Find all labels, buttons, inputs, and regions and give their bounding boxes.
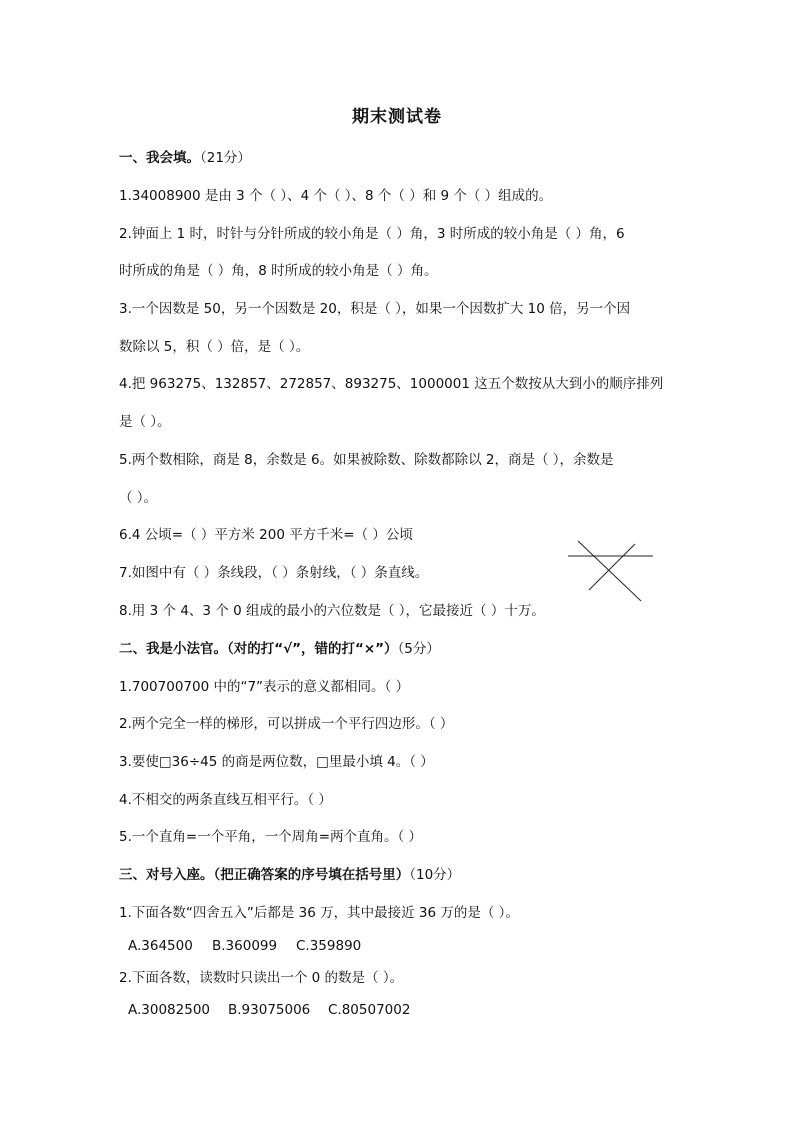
question-1-8: 8.用 3 个 4、3 个 0 组成的最小的六位数是（ ），它最接近（ ）十万。: [119, 603, 545, 619]
figure-descending-line: [578, 541, 641, 601]
question-3-2-option-c: C.80507002: [328, 1002, 411, 1018]
question-3-2-option-b: B.93075006: [228, 1002, 311, 1018]
section-3-heading: [119, 865, 460, 885]
section-1-heading: [119, 148, 251, 168]
question-2-5: 5.一个直角=一个平角，一个周角=两个直角。（ ）: [119, 829, 423, 845]
question-2-4: 4.不相交的两条直线互相平行。（ ）: [119, 792, 332, 808]
question-2-3: 3.要使□36÷45 的商是两位数，□里最小填 4。（ ）: [119, 754, 434, 770]
section-2-score: （5分）: [397, 641, 440, 657]
question-1-5-cont: （ ）。: [119, 490, 158, 506]
section-2-title: 二、我是小法官。（对的打“√”，错的打“×”）: [119, 641, 398, 657]
question-2-1: 1.700700700 中的“7”表示的意义都相同。（ ）: [119, 679, 410, 695]
question-2-2: 2.两个完全一样的梯形，可以拼成一个平行四边形。（ ）: [119, 716, 454, 732]
figure-ascending-line: [589, 544, 635, 590]
question-1-5: 5.两个数相除，商是 8，余数是 6。如果被除数、除数都除以 2，商是（ ），余数是: [119, 452, 614, 468]
question-3-1-option-c: C.359890: [296, 938, 362, 954]
question-1-3: 3.一个因数是 50，另一个因数是 20，积是（ ），如果一个因数扩大 10 倍，另一个因: [119, 301, 631, 317]
question-3-1: 1.下面各数“四舍五入”后都是 36 万，其中最接近 36 万的是（ ）。: [119, 905, 519, 921]
question-1-7: 7.如图中有（ ）条线段，（ ）条射线，（ ）条直线。: [119, 565, 429, 581]
section-2-heading: [119, 639, 440, 659]
question-1-4-cont: 是（ ）。: [119, 414, 171, 430]
section-1-title: 一、我会填。: [119, 150, 200, 166]
question-1-4: 4.把 963275、132857、272857、893275、1000001 这五个数按从大到小的顺序排列: [119, 376, 664, 392]
lines-figure: [565, 538, 657, 604]
section-3-score: （10分）: [409, 867, 461, 883]
section-1-score: （21分）: [200, 150, 251, 166]
question-1-6: 6.4 公顷=（ ）平方米 200 平方千米=（ ）公顷: [119, 527, 413, 543]
page-title: 期末测试卷: [352, 107, 442, 127]
question-3-1-option-b: B.360099: [212, 938, 278, 954]
question-3-2-option-a: A.30082500: [128, 1002, 211, 1018]
section-3-title: 三、对号入座。（把正确答案的序号填在括号里）: [119, 867, 410, 883]
question-1-3-cont: 数除以 5，积（ ）倍，是（ ）。: [119, 339, 310, 355]
question-3-1-option-a: A.364500: [128, 938, 193, 954]
question-1-1: 1.34008900 是由 3 个（ ）、4 个（ ）、8 个（ ）和 9 个（ ）组成的。: [119, 188, 553, 204]
question-1-2-cont: 时所成的角是（ ）角，8 时所成的较小角是（ ）角。: [119, 263, 438, 279]
question-1-2: 2.钟面上 1 时，时针与分针所成的较小角是（ ）角，3 时所成的较小角是（ ）角，6: [119, 226, 625, 242]
question-3-2: 2.下面各数，读数时只读出一个 0 的数是（ ）。: [119, 970, 404, 986]
